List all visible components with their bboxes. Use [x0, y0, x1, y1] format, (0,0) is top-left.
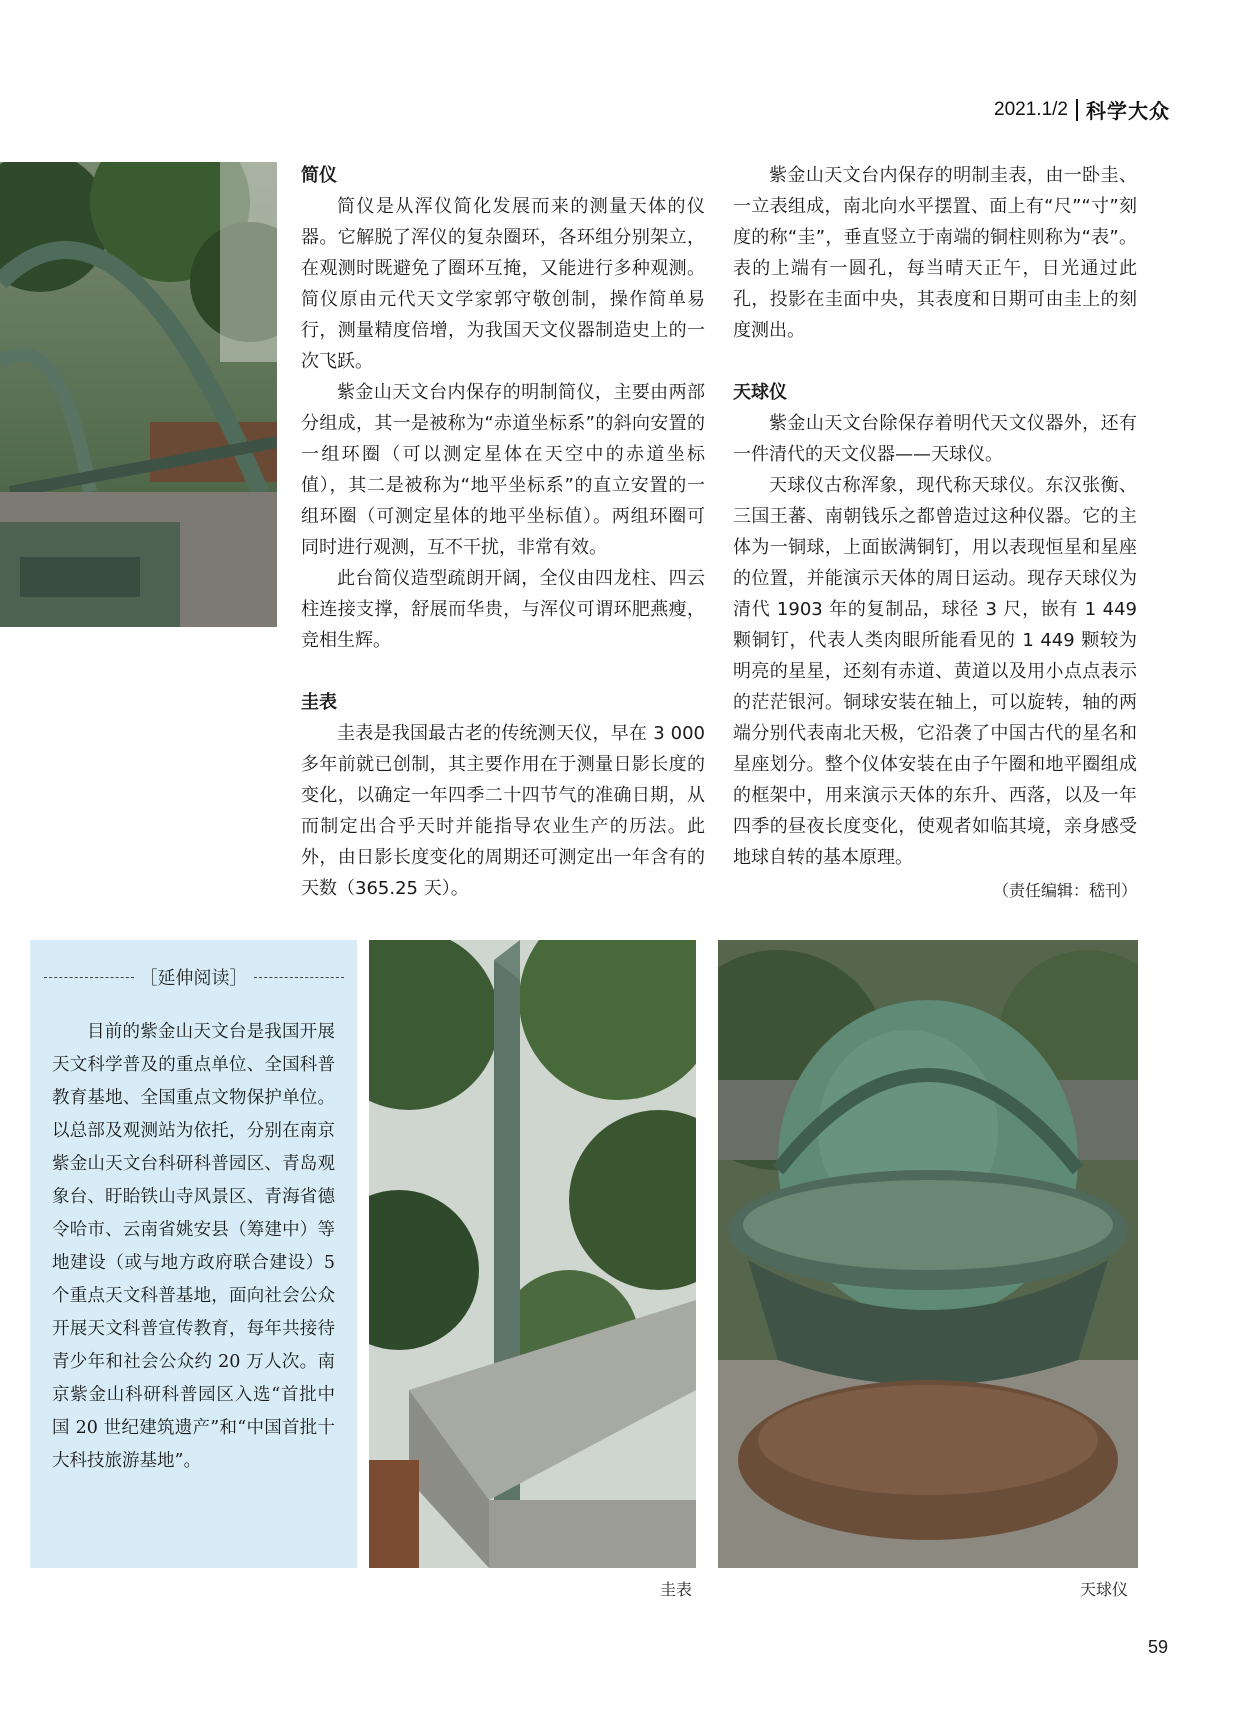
caption-guibiao: 圭表 — [660, 1580, 693, 1599]
photo-jianyi — [0, 162, 277, 627]
section-title-jianyi: 简仪 — [301, 165, 337, 186]
paragraph: 紫金山天文台内保存的明制圭表，由一卧圭、一立表组成，南北向水平摆置、面上有“尺”“寸”刻度的称“圭”，垂直竖立于南端的铜柱则称为“表”。表的上端有一圆孔，每当晴天正午，日光通过此孔，投影在圭面中央，其表度和日期可由圭上的刻度测出。 — [733, 165, 1137, 341]
paragraph: 天球仪古称浑象，现代称天球仪。东汉张衡、三国王蕃、南朝钱乐之都曾造过这种仪器。它的主体为一铜球，上面嵌满铜钉，用以表现恒星和星座的位置，并能演示天体的周日运动。现存天球仪为清代 1903 年的复制品，球径 3 尺，嵌有 1 449 颗铜钉，代表人类肉眼所能看见的 1 449 颗较为明亮的星星，还刻有赤道、黄道以及用小点点表示的茫茫银河。铜球安装在轴上，可以旋转，轴的两端分别代表南北天极，它沿袭了中国古代的星名和星座划分。整个仪体安装在由子午圈和地平圈组成的框架中，用来演示天体的东升、西落，以及一年四季的昼夜长度变化，使观者如临其境，亲身感受地球自转的基本原理。 — [733, 475, 1137, 868]
left-text-column — [301, 160, 705, 904]
photo-guibiao — [369, 940, 696, 1568]
section-title-tianqiuyi: 天球仪 — [733, 382, 787, 403]
extended-reading-title: ［延伸阅读］ — [30, 964, 357, 990]
paragraph: 简仪是从浑仪简化发展而来的测量天体的仪器。它解脱了浑仪的复杂圈环，各环组分别架立，在观测时既避免了圈环互掩，又能进行多种观测。简仪原由元代天文学家郭守敬创制，操作简单易行，测量精度倍增，为我国天文仪器制造史上的一次飞跃。 — [301, 196, 705, 372]
right-text-column — [733, 160, 1137, 906]
header-divider — [1076, 99, 1078, 121]
photo-tianqiuyi — [718, 940, 1138, 1568]
magazine-title: 科学大众 — [1086, 99, 1170, 123]
paragraph: 紫金山天文台内保存的明制简仪，主要由两部分组成，其一是被称为“赤道坐标系”的斜向安置的一组环圈（可以测定星体在天空中的赤道坐标值），其二是被称为“地平坐标系”的直立安置的一组环圈（可测定星体的地平坐标值）。两组环圈可同时进行观测，互不干扰，非常有效。 — [301, 382, 705, 558]
caption-tianqiuyi: 天球仪 — [1080, 1580, 1129, 1599]
extended-reading-body: 目前的紫金山天文台是我国开展天文科学普及的重点单位、全国科普教育基地、全国重点文物保护单位。以总部及观测站为依托，分别在南京紫金山天文台科研科普园区、青岛观象台、盱眙铁山寺风景区、青海省德令哈市、云南省姚安县（筹建中）等地建设（或与地方政府联合建设）5 个重点天文科普基地，面向社会公众开展天文科普宣传教育，每年共接待青少年和社会公众约 20 万人次。南京紫金山科研科普园区入选“首批中国 20 世纪建筑遗产”和“中国首批十大科技旅游基地”。 — [52, 1022, 335, 1471]
paragraph: 圭表是我国最古老的传统测天仪，早在 3 000 多年前就已创制，其主要作用在于测量日影长度的变化，以确定一年四季二十四节气的准确日期，从而制定出合乎天时并能指导农业生产的历法。此外，由日影长度变化的周期还可测定出一年含有的天数（365.25 天）。 — [301, 723, 705, 899]
extended-reading-box — [30, 940, 357, 1568]
paragraph: 紫金山天文台除保存着明代天文仪器外，还有一件清代的天文仪器——天球仪。 — [733, 413, 1137, 465]
page-number: 59 — [1147, 1637, 1168, 1657]
paragraph: 此台简仪造型疏朗开阔，全仪由四龙柱、四云柱连接支撑，舒展而华贵，与浑仪可谓环肥燕瘦，竞相生辉。 — [301, 568, 705, 651]
issue-date: 2021.1/2 — [994, 98, 1068, 120]
section-title-guibiao: 圭表 — [301, 692, 337, 713]
page-header — [994, 95, 1170, 124]
editor-credit: （责任编辑：嵇刊） — [992, 881, 1137, 900]
